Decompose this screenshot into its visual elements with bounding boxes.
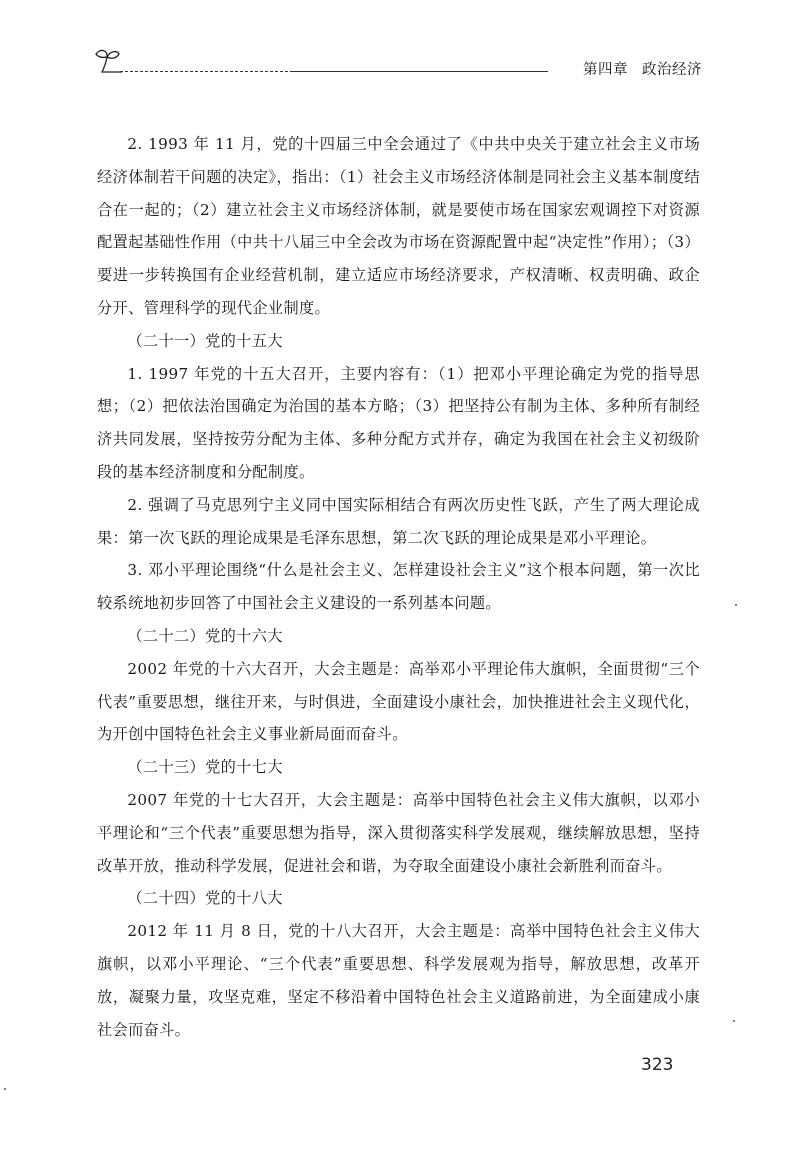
- paragraph: 2002 年党的十六大召开，大会主题是：高举邓小平理论伟大旗帜，全面贯彻“三个代表”重要思想，继往开来，与时俱进，全面建设小康社会，加快推进社会主义现代化，为开创中国特色社会主义事业新局面而奋斗。: [97, 659, 700, 744]
- scan-speck: [733, 1020, 735, 1022]
- paragraph: 2012 年 11 月 8 日，党的十八大召开，大会主题是：高举中国特色社会主义伟大旗帜，以邓小平理论、“三个代表”重要思想、科学发展观为指导，解放思想，改革开放，凝聚力量，攻坚克难，坚定不移沿着中国特色社会主义道路前进，为全面建成小康社会而奋斗。: [97, 922, 700, 1039]
- chapter-number: 第四章: [583, 62, 628, 78]
- section-heading: （二十二）党的十六大: [127, 626, 283, 645]
- chapter-name: 政治经济: [642, 62, 702, 78]
- paragraph: 1. 1997 年党的十五大召开，主要内容有：（1）把邓小平理论确定为党的指导思想；（2）把依法治国确定为治国的基本方略；（3）把坚持公有制为主体、多种所有制经济共同发展，坚持按劳分配为主体、多种分配方式并存，确定为我国在社会主义初级阶段的基本经济制度和分配制度。: [97, 364, 700, 481]
- section-heading: （二十一）党的十五大: [127, 331, 283, 350]
- paragraph: 3. 邓小平理论围绕“什么是社会主义、怎样建设社会主义”这个根本问题，第一次比较系统地初步回答了中国社会主义建设的一系列基本问题。: [97, 561, 700, 613]
- scan-speck: [4, 1088, 6, 1090]
- paragraph: 2. 强调了马克思列宁主义同中国实际相结合有两次历史性飞跃，产生了两大理论成果：第一次飞跃的理论成果是毛泽东思想，第二次飞跃的理论成果是邓小平理论。: [97, 495, 700, 547]
- sprout-icon: [92, 44, 126, 78]
- section-heading: （二十四）党的十八大: [127, 889, 283, 908]
- header-divider: [292, 71, 548, 72]
- running-header: [92, 44, 702, 84]
- paragraph: 2007 年党的十七大召开，大会主题是：高举中国特色社会主义伟大旗帜，以邓小平理论和“三个代表”重要思想为指导，深入贯彻落实科学发展观，继续解放思想，坚持改革开放，推动科学发展，促进社会和谐，为夺取全面建设小康社会新胜利而奋斗。: [97, 790, 700, 875]
- chapter-title: [569, 58, 702, 79]
- scan-speck: [735, 604, 737, 606]
- paragraph: 2. 1993 年 11 月，党的十四届三中全会通过了《中共中央关于建立社会主义市场经济体制若干问题的决定》，指出：（1）社会主义市场经济体制是同社会主义基本制度结合在一起的；（2）建立社会主义市场经济体制，就是要使市场在国家宏观调控下对资源配置起基础性作用（中共十八届三中全会改为市场在资源配置中起“决定性”作用）；（3）要进一步转换国有企业经营机制，建立适应市场经济要求，产权清晰、权责明确、政企分开、管理科学的现代企业制度。: [97, 135, 700, 317]
- page-number: 323: [641, 1055, 674, 1075]
- section-heading: （二十三）党的十七大: [127, 758, 283, 777]
- body-text: [97, 128, 700, 1046]
